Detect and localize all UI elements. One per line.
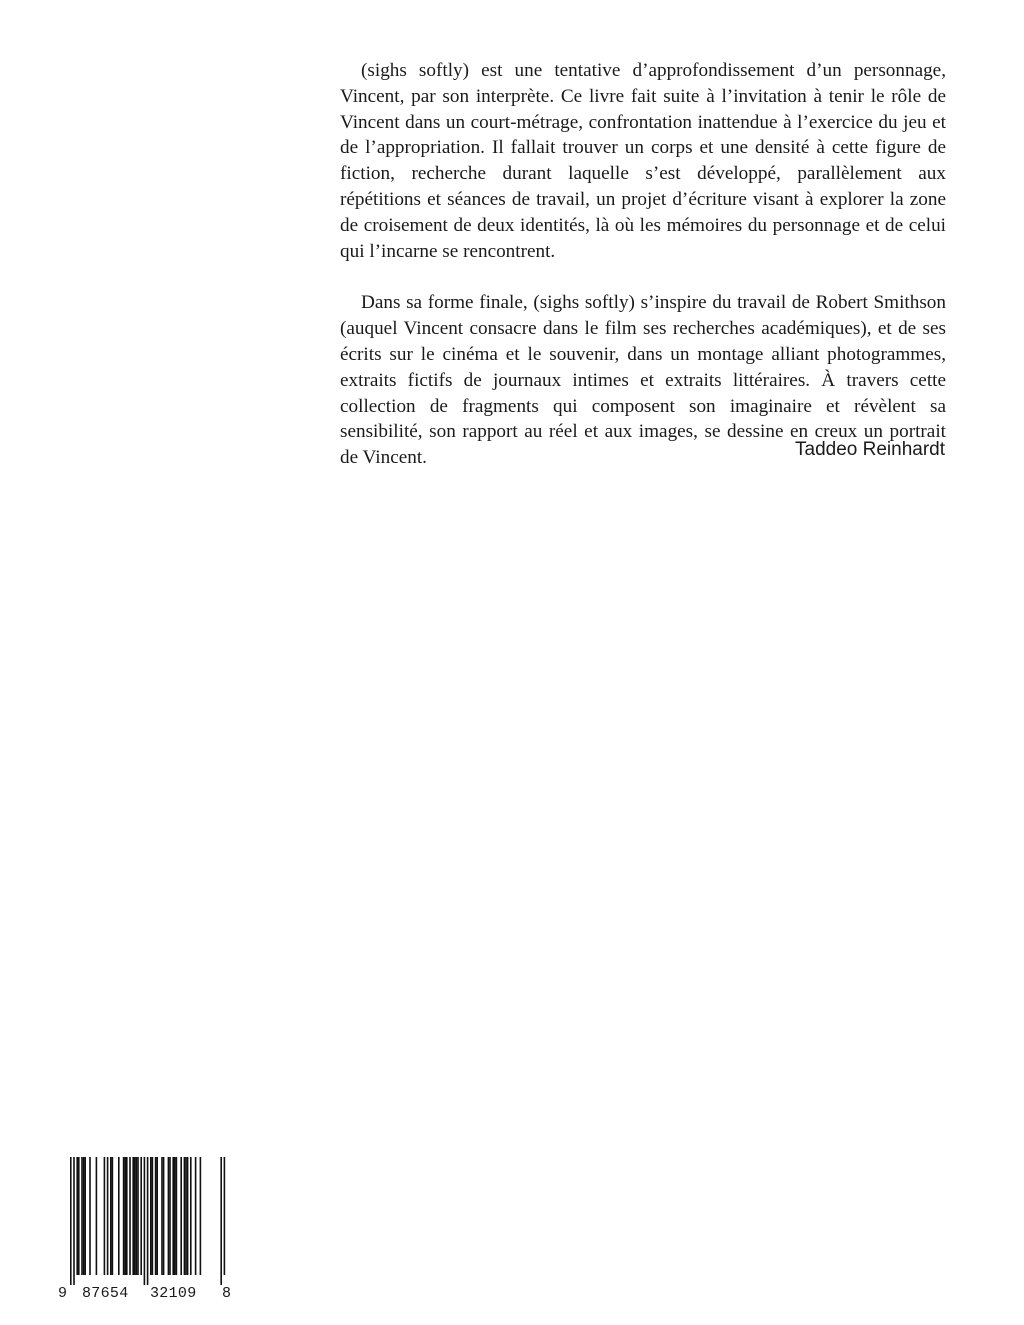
- barcode-bar: [84, 1157, 86, 1275]
- barcode-bar: [70, 1157, 72, 1285]
- barcode-bar: [123, 1157, 125, 1275]
- barcode-bar: [180, 1157, 182, 1275]
- barcode-bar: [220, 1157, 222, 1285]
- barcode-bar: [112, 1157, 114, 1275]
- barcode-bar: [172, 1157, 174, 1275]
- barcode-bar: [184, 1157, 186, 1275]
- barcode-bar: [110, 1157, 112, 1275]
- barcode-bar: [78, 1157, 80, 1275]
- barcode-bar: [176, 1157, 178, 1275]
- barcode-bars: [58, 1157, 234, 1285]
- barcode-bar: [81, 1157, 83, 1275]
- barcode-bar: [168, 1157, 170, 1275]
- barcode-first-digit: 9: [58, 1285, 68, 1302]
- barcode-last-digit: 8: [222, 1285, 232, 1302]
- barcode-bar: [190, 1157, 192, 1275]
- barcode: [58, 1157, 234, 1305]
- barcode-bar: [152, 1157, 154, 1275]
- barcode-bar: [132, 1157, 134, 1275]
- barcode-bar: [144, 1157, 146, 1285]
- barcode-bar: [150, 1157, 152, 1275]
- barcode-bar: [185, 1157, 187, 1275]
- barcode-bar: [89, 1157, 91, 1275]
- barcode-bar: [83, 1157, 85, 1275]
- barcode-bar: [195, 1157, 197, 1275]
- barcode-bar: [156, 1157, 158, 1275]
- barcode-bar: [96, 1157, 98, 1275]
- barcode-bar: [104, 1157, 106, 1275]
- barcode-bar: [224, 1157, 226, 1275]
- blurb-paragraph-2: Dans sa forme finale, (sighs softly) s’inspire du travail de Robert Smithson (auquel Vincent consacre dans le film ses recherches académiques), et de ses écrits sur le cinéma et le souvenir, dans un montage alliant photogrammes, extraits fictifs de journaux intimes et extraits littéraires. À travers cette collection de fragments qui composent son imaginaire et révèlent sa sensibilité, son rapport au réel et aux images, se dessine en creux un portrait de Vincent.: [340, 292, 946, 469]
- barcode-bar: [163, 1157, 165, 1275]
- barcode-bar: [155, 1157, 157, 1275]
- barcode-bar: [129, 1157, 131, 1275]
- barcode-bar: [107, 1157, 109, 1275]
- barcode-bar: [118, 1157, 120, 1275]
- barcode-bar: [136, 1157, 138, 1275]
- barcode-bar: [174, 1157, 176, 1275]
- barcode-bar: [169, 1157, 171, 1275]
- blurb-paragraph-1: (sighs softly) est une tentative d’approfondissement d’un personnage, Vincent, par son interprète. Ce livre fait suite à l’invitation à tenir le rôle de Vincent dans un court-métrage, confrontation inattendue à l’exercice du jeu et de l’appropriation. Il fallait trouver un corps et une densité à cette figure de fiction, recherche durant laquelle s’est développé, parallèlement aux répétitions et séances de travail, un projet d’écriture visant à explorer la zone de croisement de deux identités, là où les mémoires du personnage et de celui qui l’incarne se rencontrent.: [340, 60, 946, 262]
- barcode-bar: [126, 1157, 128, 1275]
- barcode-bar: [73, 1157, 75, 1285]
- blurb-text: [340, 58, 946, 471]
- barcode-bar: [161, 1157, 163, 1275]
- barcode-bar: [200, 1157, 202, 1275]
- barcode-bar: [187, 1157, 189, 1275]
- barcode-bar: [147, 1157, 149, 1285]
- barcode-left-digits: 87654: [82, 1285, 129, 1302]
- barcode-bar: [134, 1157, 136, 1275]
- barcode-bar: [140, 1157, 142, 1275]
- author-name: Taddeo Reinhardt: [795, 439, 945, 460]
- barcode-bar: [124, 1157, 126, 1275]
- barcode-right-digits: 32109: [150, 1285, 197, 1302]
- barcode-bar: [137, 1157, 139, 1275]
- barcode-digits: [58, 1283, 234, 1305]
- barcode-bar: [76, 1157, 78, 1275]
